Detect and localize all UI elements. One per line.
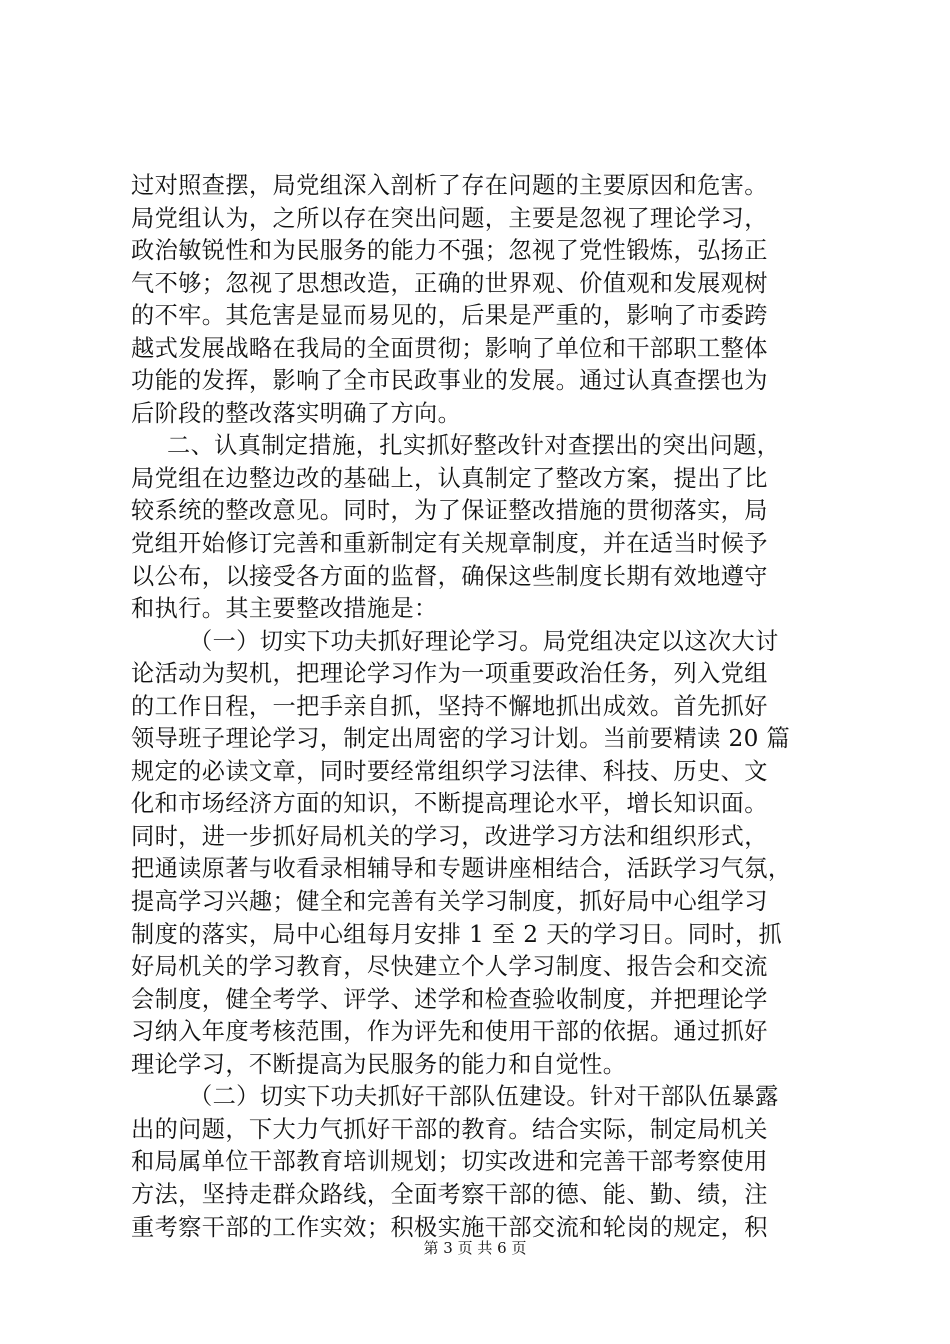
text-line: 规定的必读文章，同时要经常组织学习法律、科技、历史、文 (131, 757, 768, 785)
text-line: 政治敏锐性和为民服务的能力不强；忽视了党性锻炼，弘扬正 (131, 237, 768, 265)
document-body (131, 170, 831, 1244)
text-line: 功能的发挥，影响了全市民政事业的发展。通过认真查摆也为 (131, 367, 768, 395)
text-line: 局党组在边整边改的基础上，认真制定了整改方案，提出了比 (131, 464, 768, 492)
text-line: 把通读原著与收看录相辅导和专题讲座相结合，活跃学习气氛， (131, 855, 792, 883)
section-heading-line: 二、认真制定措施，扎实抓好整改针对查摆出的突出问题， (167, 432, 781, 460)
text-line: 较系统的整改意见。同时，为了保证整改措施的贯彻落实，局 (131, 497, 768, 525)
text-line: 过对照查摆，局党组深入剖析了存在问题的主要原因和危害。 (131, 172, 768, 199)
text-line: 后阶段的整改落实明确了方向。 (131, 399, 462, 427)
subsection-heading-line: （二）切实下功夫抓好干部队伍建设。针对干部队伍暴露 (189, 1083, 779, 1111)
text-line: 越式发展战略在我局的全面贯彻；影响了单位和干部职工整体 (131, 334, 768, 362)
page-footer: 第 3 页 共 6 页 (423, 1239, 527, 1257)
text-line: 气不够；忽视了思想改造，正确的世界观、价值观和发展观树 (131, 269, 768, 297)
subsection-heading-line: （一）切实下功夫抓好理论学习。局党组决定以这次大讨 (189, 627, 779, 655)
text-line: 同时，进一步抓好局机关的学习，改进学习方法和组织形式， (131, 822, 768, 850)
text-line: 论活动为契机，把理论学习作为一项重要政治任务，列入党组 (131, 660, 768, 688)
text-line: 出的问题，下大力气抓好干部的教育。结合实际，制定局机关 (131, 1115, 768, 1143)
text-line: 局党组认为，之所以存在突出问题，主要是忽视了理论学习， (131, 204, 768, 232)
text-line: 党组开始修订完善和重新制定有关规章制度，并在适当时候予 (131, 530, 768, 558)
text-line: 会制度，健全考学、评学、述学和检查验收制度，并把理论学 (131, 985, 768, 1013)
text-line: 习纳入年度考核范围，作为评先和使用干部的依据。通过抓好 (131, 1018, 768, 1046)
text-line: 领导班子理论学习，制定出周密的学习计划。当前要精读 20 篇 (131, 725, 791, 753)
text-line: 的工作日程，一把手亲自抓，坚持不懈地抓出成效。首先抓好 (131, 692, 768, 720)
text-line: 好局机关的学习教育，尽快建立个人学习制度、报告会和交流 (131, 953, 768, 981)
text-line: 和局属单位干部教育培训规划；切实改进和完善干部考察使用 (131, 1148, 768, 1176)
text-line: 重考察干部的工作实效；积极实施干部交流和轮岗的规定，积 (131, 1213, 768, 1241)
text-line: 提高学习兴趣；健全和完善有关学习制度，抓好局中心组学习 (131, 888, 768, 916)
text-line: 制度的落实，局中心组每月安排 1 至 2 天的学习日。同时，抓 (131, 920, 783, 948)
text-line: 理论学习，不断提高为民服务的能力和自觉性。 (131, 1050, 627, 1078)
text-line: 和执行。其主要整改措施是： (131, 595, 438, 623)
text-line: 方法，坚持走群众路线，全面考察干部的德、能、勤、绩，注 (131, 1180, 768, 1208)
text-line: 化和市场经济方面的知识，不断提高理论水平，增长知识面。 (131, 790, 768, 818)
text-line: 以公布，以接受各方面的监督，确保这些制度长期有效地遵守 (131, 562, 768, 590)
text-line: 的不牢。其危害是显而易见的，后果是严重的，影响了市委跨 (131, 302, 768, 330)
